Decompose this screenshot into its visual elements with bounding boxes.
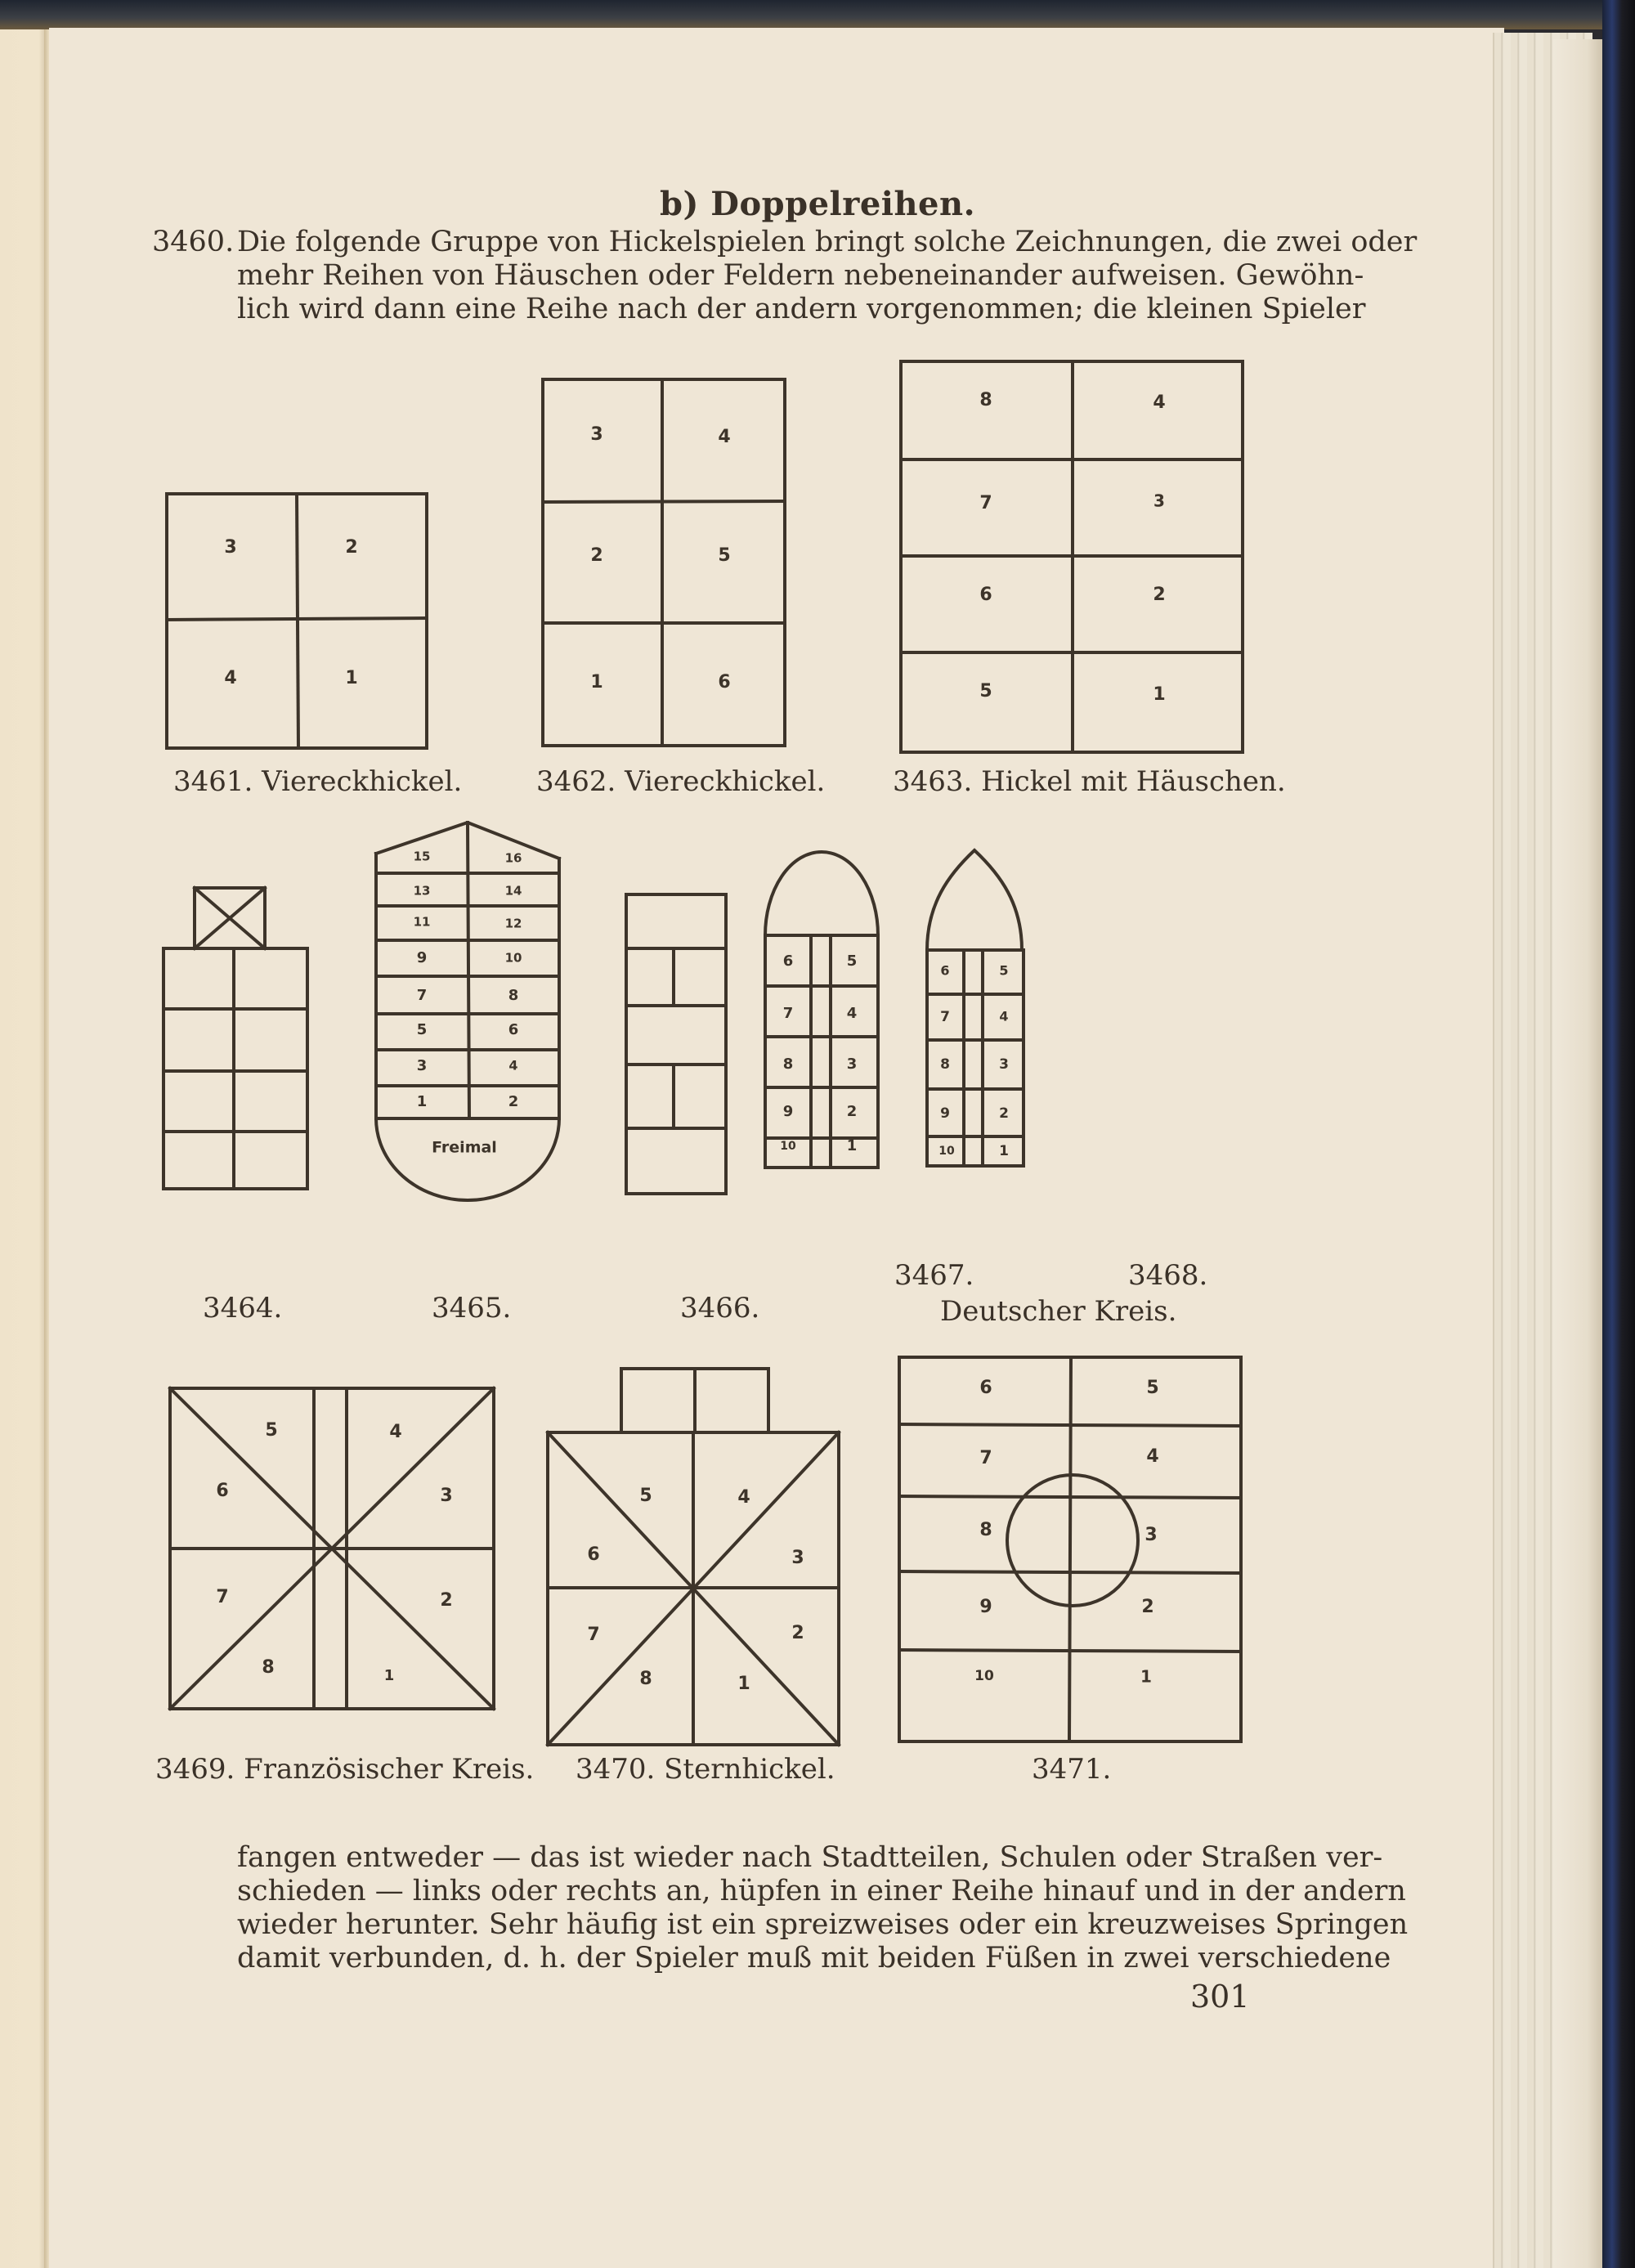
figure-3471 [896, 1354, 1246, 1746]
cell-label: 1 [1140, 1666, 1152, 1687]
cell-label: 9 [416, 949, 428, 966]
figure-caption: 3471. [1032, 1753, 1112, 1786]
cell-label: 4 [1146, 1446, 1159, 1467]
cell-label: 7 [979, 493, 992, 513]
cell-label: 4 [389, 1422, 402, 1442]
cell-label: 5 [846, 952, 858, 970]
cell-label: 2 [999, 1105, 1009, 1122]
figure-caption: 3465. [432, 1292, 512, 1324]
cell-label: 14 [504, 883, 522, 899]
cell-label: 4 [846, 1005, 858, 1022]
cell-label: 6 [216, 1481, 229, 1501]
cell-label: 15 [413, 849, 431, 864]
figure-3463 [898, 358, 1248, 757]
cell-label: 9 [940, 1105, 950, 1122]
cell-label: 4 [224, 668, 237, 688]
figure-caption: 3466. [680, 1292, 760, 1324]
cell-label: 8 [262, 1657, 275, 1678]
cell-label: 2 [345, 537, 358, 558]
text-line: mehr Reihen von Häuschen oder Feldern nebeneinander aufweisen. Gewöhn- [237, 259, 1364, 292]
cell-label: 16 [504, 850, 522, 866]
cell-label: 12 [504, 916, 522, 931]
cell-label: 3 [440, 1486, 453, 1506]
cell-label: 1 [383, 1667, 395, 1684]
cell-label: 1 [846, 1137, 858, 1154]
cell-label: 4 [737, 1487, 750, 1508]
cell-label: 7 [979, 1448, 992, 1468]
cell-label: 3 [999, 1056, 1009, 1073]
cell-label: 3 [224, 537, 237, 558]
cell-label: 2 [440, 1590, 453, 1611]
cell-label: 4 [1153, 392, 1166, 413]
cell-label: 8 [940, 1056, 950, 1073]
cell-label: 7 [216, 1587, 229, 1607]
cell-label: 1 [590, 672, 603, 693]
cell-label: 6 [940, 962, 950, 979]
cell-label: 3 [590, 424, 603, 445]
cell-label: 2 [1141, 1597, 1154, 1617]
text-line: Die folgende Gruppe von Hickelspielen bringt solche Zeichnungen, die zwei oder [237, 226, 1418, 258]
cell-label: 1 [345, 668, 358, 688]
figure-3462 [540, 376, 793, 752]
cell-label: 1 [1153, 684, 1166, 705]
figure-3465 [373, 821, 562, 1205]
figure-3464 [160, 885, 312, 1195]
figure-caption: 3461. Viereckhickel. [173, 765, 463, 798]
intro-paragraph [237, 226, 1418, 326]
cell-label: 2 [1153, 585, 1166, 605]
page-stack-outer [1553, 39, 1602, 2268]
figure-caption: 3468. [1128, 1259, 1208, 1292]
cell-label: 8 [979, 390, 992, 410]
cell-label: 4 [508, 1057, 518, 1073]
cell-label: 9 [979, 1597, 992, 1617]
figure-3470 [544, 1365, 842, 1750]
figure-caption: 3470. Sternhickel. [576, 1753, 835, 1786]
figure-caption: 3469. Französischer Kreis. [155, 1753, 535, 1786]
figure-caption: 3463. Hickel mit Häuschen. [893, 765, 1286, 798]
text-line: schieden — links oder rechts an, hüpfen in einer Reihe hinauf und in der andern [237, 1875, 1406, 1907]
cell-label: 6 [979, 585, 992, 605]
cell-label: 5 [999, 962, 1009, 979]
cell-label: 1 [999, 1143, 1009, 1159]
cell-label: 3 [846, 1056, 858, 1073]
cell-label: 7 [587, 1625, 600, 1645]
text-line: fangen entweder — das ist wieder nach Stadtteilen, Schulen oder Straßen ver- [237, 1841, 1383, 1874]
cell-label: 2 [791, 1623, 804, 1643]
cell-label: 2 [846, 1103, 858, 1120]
book-cover-top [0, 0, 1635, 29]
cell-label: 9 [782, 1103, 794, 1120]
cell-label: 13 [413, 883, 431, 899]
cell-label: 5 [718, 545, 731, 566]
cell-label: 4 [999, 1008, 1009, 1024]
group-caption: Deutscher Kreis. [940, 1295, 1177, 1328]
figure-3469 [167, 1385, 499, 1712]
cell-label: 6 [508, 1021, 519, 1038]
cell-label: 6 [587, 1544, 600, 1565]
cell-label: 3 [416, 1057, 428, 1074]
cell-label: 3 [791, 1548, 804, 1568]
cell-label: 8 [979, 1520, 992, 1540]
cell-label: 4 [718, 427, 731, 447]
cell-label: 10 [974, 1668, 994, 1684]
cell-label: 5 [416, 1021, 428, 1038]
cell-label: 5 [979, 681, 992, 701]
figure-3467 [762, 834, 881, 1169]
figure-3468 [924, 847, 1027, 1168]
cell-label: 10 [780, 1140, 796, 1153]
book-cover-right [1602, 0, 1635, 2268]
base-label: Freimal [432, 1138, 497, 1157]
left-page-edge [0, 29, 46, 2268]
text-line: wieder herunter. Sehr häufig ist ein spreizweises oder ein kreuzweises Springen [237, 1908, 1409, 1941]
cell-label: 3 [1153, 491, 1165, 511]
cell-label: 7 [782, 1005, 794, 1022]
cell-label: 5 [639, 1486, 652, 1506]
cell-label: 5 [1146, 1378, 1159, 1398]
text-line: lich wird dann eine Reihe nach der andern vorgenommen; die kleinen Spieler [237, 293, 1366, 325]
cell-label: 2 [508, 1093, 519, 1110]
cell-label: 6 [979, 1378, 992, 1398]
cell-label: 10 [938, 1145, 955, 1158]
cell-label: 8 [508, 987, 519, 1004]
cell-label: 7 [416, 987, 428, 1004]
figure-3466 [623, 891, 729, 1199]
cell-label: 1 [416, 1093, 428, 1110]
cell-label: 8 [782, 1056, 794, 1073]
text-line: damit verbunden, d. h. der Spieler muß mit beiden Füßen in zwei verschiedene [237, 1942, 1391, 1974]
cell-label: 8 [639, 1669, 652, 1689]
cell-label: 6 [718, 672, 731, 693]
cell-label: 10 [504, 950, 522, 966]
cell-label: 7 [940, 1009, 950, 1025]
cell-label: 2 [590, 545, 603, 566]
continuation-paragraph [237, 1841, 1409, 1975]
figure-caption: 3467. [894, 1259, 974, 1292]
cell-label: 1 [737, 1674, 750, 1694]
figure-caption: 3464. [203, 1292, 283, 1324]
cell-label: 11 [413, 914, 431, 930]
figure-3461 [164, 491, 433, 752]
figure-caption: 3462. Viereckhickel. [536, 765, 826, 798]
cell-label: 3 [1144, 1525, 1158, 1545]
cell-label: 5 [265, 1420, 278, 1441]
paragraph-number: 3460. [152, 226, 235, 258]
section-heading: b) Doppelreihen. [659, 185, 976, 223]
page-number: 301 [1190, 1979, 1250, 2015]
cell-label: 6 [782, 952, 794, 970]
